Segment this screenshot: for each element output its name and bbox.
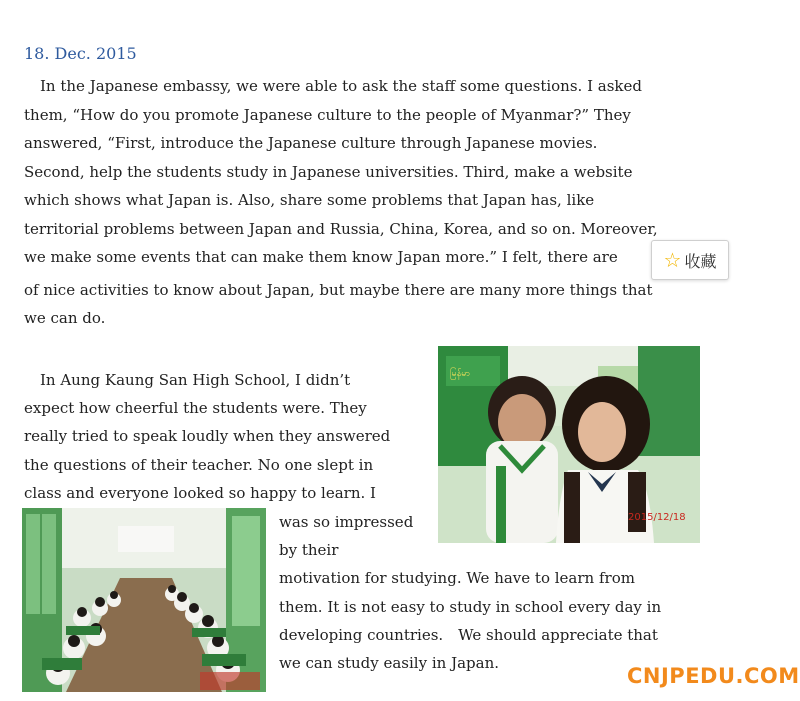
text-line: Second, help the students study in Japanese universities. Third, make a website [24, 162, 633, 181]
text-line: expect how cheerful the students were. They [24, 399, 367, 418]
favorite-label: 收藏 [684, 251, 717, 271]
date-stamp: 2015/12/18 [628, 512, 686, 523]
text-line: answered, “First, introduce the Japanese culture through Japanese movies. [24, 134, 598, 152]
text-line: really tried to speak loudly when they answered [24, 427, 391, 446]
text-line: them, “How do you promote Japanese culture to the people of Myanmar?” They [24, 105, 631, 124]
sign-text: မြန်မာ [450, 369, 471, 379]
text-line: was so impressed [279, 513, 414, 531]
text-line: of nice activities to know about Japan, but maybe there are many more things that [24, 280, 653, 299]
text-line: we can do. [24, 309, 106, 327]
text-line: territorial problems between Japan and Russia, China, Korea, and so on. Moreover, [24, 219, 658, 238]
text-line: we make some events that can make them know Japan more.” I felt, there are [24, 248, 618, 266]
text-line: In the Japanese embassy, we were able to ask the staff some questions. I asked [40, 77, 642, 95]
text-line: we can study easily in Japan. [279, 654, 499, 673]
favorite-button[interactable] [651, 240, 729, 280]
text-line: by their [279, 541, 339, 560]
text-line: class and everyone looked so happy to learn. I [24, 483, 376, 502]
text-line: developing countries. We should appreciate that [279, 625, 658, 644]
paragraph-school [24, 366, 390, 507]
text-line: motivation for studying. We have to learn from [279, 569, 635, 588]
star-icon: ☆ [663, 248, 682, 272]
text-line: In Aung Kaung San High School, I didn’t [40, 371, 351, 389]
date-heading: 18. Dec. 2015 [24, 44, 137, 63]
site-watermark: CNJPEDU.COM [627, 664, 800, 688]
photo-students [438, 346, 700, 543]
text-line: the questions of their teacher. No one slept in [24, 455, 374, 474]
paragraph-embassy [24, 72, 717, 333]
text-line: which shows what Japan is. Also, share some problems that Japan has, like [24, 191, 595, 209]
text-line: them. It is not easy to study in school every day in [279, 597, 662, 616]
photo-classroom-illustration [22, 508, 266, 692]
photo-classroom [22, 508, 266, 692]
photo-students-illustration [438, 346, 700, 543]
